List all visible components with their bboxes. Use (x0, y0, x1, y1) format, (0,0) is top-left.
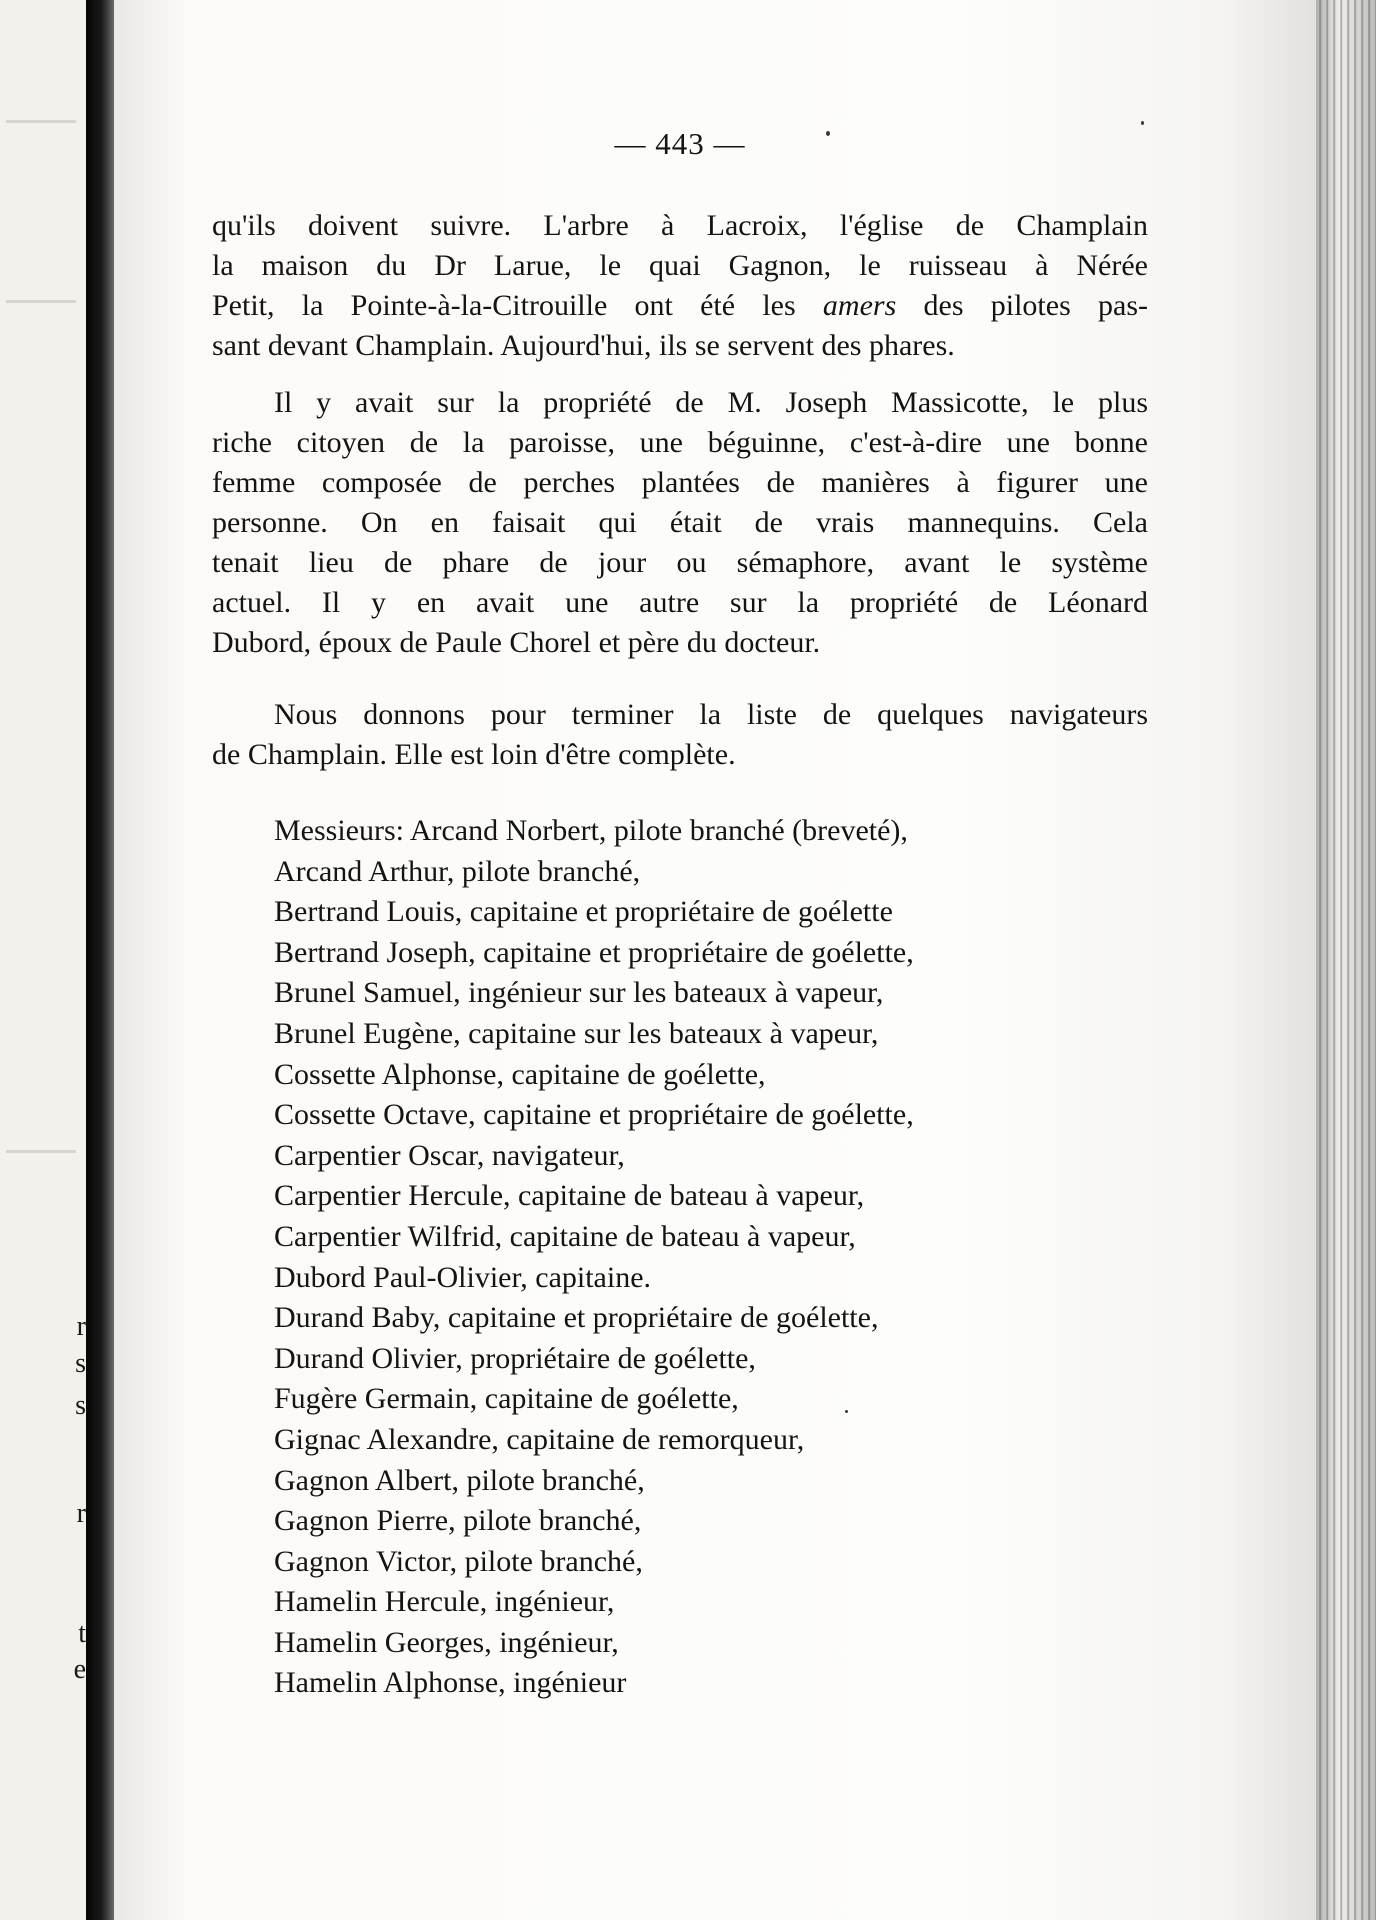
book-gutter (86, 0, 114, 1920)
italic-term: amers (822, 289, 897, 322)
page-stack-shadow (1316, 0, 1376, 1920)
list-item: Gagnon Pierre, pilote branché, (274, 1504, 642, 1538)
left-page-fragment: r (76, 1498, 86, 1529)
text-line: personne. On en faisait qui était de vrais mannequins. Cela (212, 506, 1148, 539)
text-line: Nous donnons pour terminer la liste de quelques navigateurs (274, 698, 1148, 731)
list-item: Carpentier Oscar, navigateur, (274, 1138, 625, 1172)
left-page-fragment: s (75, 1390, 86, 1421)
text-segment: des pilotes pas- (896, 289, 1148, 322)
text-line: femme composée de perches plantées de manières à figurer une (212, 466, 1148, 499)
list-item: Cossette Alphonse, capitaine de goélette, (274, 1057, 766, 1091)
list-item: Durand Baby, capitaine et propriétaire de goélette, (274, 1301, 879, 1335)
text-line: sant devant Champlain. Aujourd'hui, ils se servent des phares. (212, 329, 955, 362)
list-item: Dubord Paul-Olivier, capitaine. (274, 1260, 652, 1294)
left-page-edge (0, 0, 86, 1920)
list-item: Hamelin Alphonse, ingénieur (274, 1666, 627, 1700)
paragraph-2 (212, 383, 1148, 663)
left-page-fragment: t (78, 1618, 86, 1649)
paragraph-3 (212, 695, 1148, 775)
list-item: Gagnon Albert, pilote branché, (274, 1463, 645, 1497)
list-item: Fugère Germain, capitaine de goélette, (274, 1382, 739, 1416)
navigators-list (274, 811, 1148, 1704)
text-line: riche citoyen de la paroisse, une béguinne, c'est-à-dire une bonne (212, 426, 1148, 459)
paragraph-1 (212, 206, 1148, 366)
text-line: qu'ils doivent suivre. L'arbre à Lacroix, l'église de Champlain (212, 209, 1148, 242)
list-item: Brunel Eugène, capitaine sur les bateaux à vapeur, (274, 1016, 879, 1050)
text-line: la maison du Dr Larue, le quai Gagnon, le ruisseau à Nérée (212, 249, 1148, 282)
dust-speck (1141, 121, 1144, 125)
list-item: Messieurs: Arcand Norbert, pilote branché (breveté), (274, 814, 908, 847)
list-item: Brunel Samuel, ingénieur sur les bateaux à vapeur, (274, 976, 884, 1010)
bleed-through-line (6, 300, 76, 303)
text-line: actuel. Il y en avait une autre sur la propriété de Léonard (212, 586, 1148, 619)
list-item: Carpentier Wilfrid, capitaine de bateau à vapeur, (274, 1219, 856, 1253)
text-line (212, 286, 1148, 326)
text-line: Dubord, époux de Paule Chorel et père du docteur. (212, 626, 821, 659)
text-line: de Champlain. Elle est loin d'être complète. (212, 738, 736, 771)
text-line: tenait lieu de phare de jour ou sémaphore, avant le système (212, 546, 1148, 579)
list-item: Gagnon Victor, pilote branché, (274, 1544, 643, 1578)
text-segment: Petit, la Pointe-à-la-Citrouille ont été les (212, 289, 823, 322)
list-item: Bertrand Louis, capitaine et propriétaire de goélette (274, 895, 893, 929)
list-item: Hamelin Hercule, ingénieur, (274, 1585, 615, 1619)
list-item: Bertrand Joseph, capitaine et propriétaire de goélette, (274, 935, 914, 969)
list-item: Carpentier Hercule, capitaine de bateau à vapeur, (274, 1179, 865, 1213)
bleed-through-line (6, 120, 76, 123)
page-number: — 443 — (614, 126, 746, 161)
list-item: Durand Olivier, propriétaire de goélette, (274, 1341, 756, 1375)
text-line: Il y avait sur la propriété de M. Joseph Massicotte, le plus (274, 386, 1148, 419)
left-page-fragment: r (76, 1311, 86, 1342)
left-page-fragment: e (73, 1654, 86, 1685)
list-item: Cossette Octave, capitaine et propriétaire de goélette, (274, 1098, 914, 1132)
list-item: Gignac Alexandre, capitaine de remorqueur, (274, 1422, 805, 1456)
list-item: Arcand Arthur, pilote branché, (274, 854, 641, 888)
bleed-through-line (6, 1150, 76, 1153)
list-item: Hamelin Georges, ingénieur, (274, 1625, 619, 1659)
left-page-fragment: s (75, 1348, 86, 1379)
